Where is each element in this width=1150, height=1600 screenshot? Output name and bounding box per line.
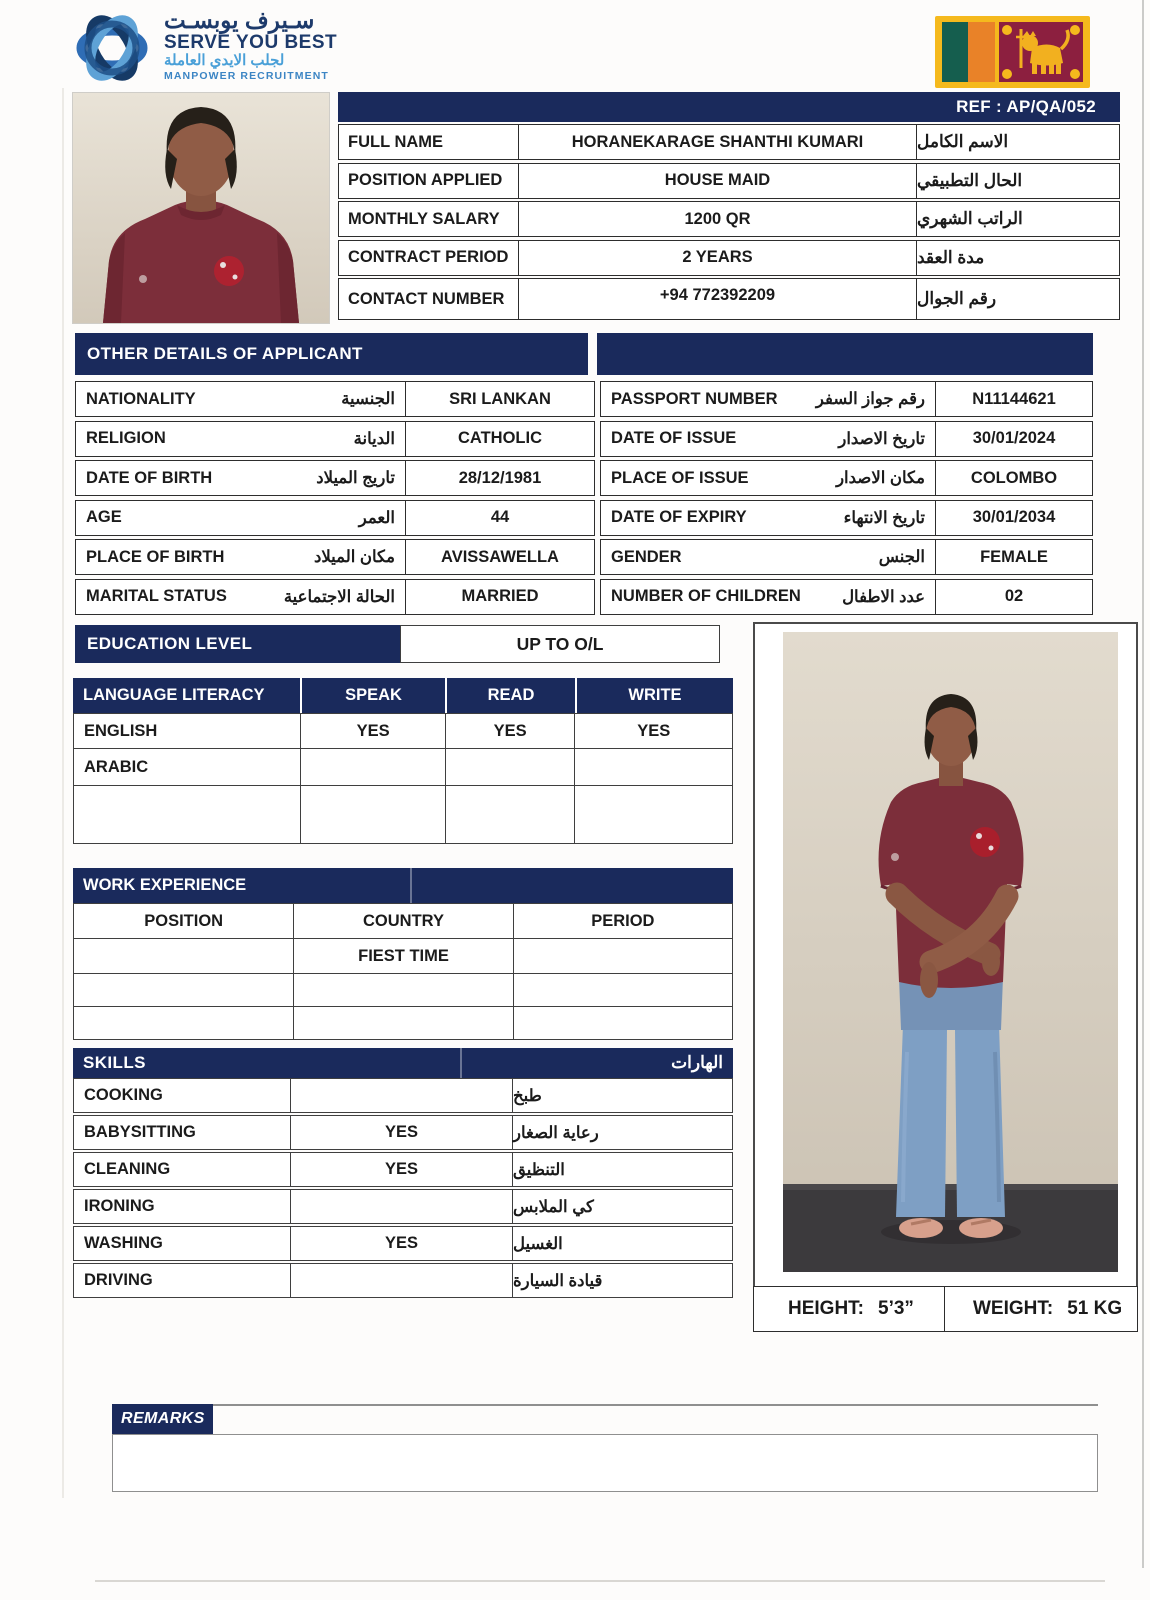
logo-english-name: SERVE YOU BEST [164, 31, 338, 53]
skills-table [73, 1078, 733, 1298]
skill-name: COOKING [74, 1079, 291, 1112]
read-value: YES [445, 714, 575, 748]
field-label: DATE OF ISSUE [611, 429, 737, 447]
logo-arabic-tagline: لجلب الايدي العاملة [164, 52, 285, 70]
table-row [338, 124, 1120, 160]
table-row [75, 460, 595, 496]
write-value: YES [574, 714, 732, 748]
skill-name-arabic: رعاية الصغار [513, 1123, 599, 1142]
field-value: 28/12/1981 [458, 468, 542, 487]
ref-bar [338, 92, 1120, 122]
skill-name-arabic: كي الملابس [513, 1197, 594, 1216]
skill-value [291, 1190, 513, 1223]
work-experience-table [73, 868, 733, 1040]
field-value: +94 772392209 [519, 279, 917, 319]
table-row [600, 381, 1093, 417]
field-label: FULL NAME [339, 125, 519, 159]
field-value: 1200 QR [519, 202, 917, 236]
work-experience-header [73, 868, 733, 903]
period-value [513, 939, 732, 973]
field-label-arabic: العمر [358, 508, 395, 527]
field-label-arabic: رقم الجوال [917, 289, 997, 308]
field-value: SRI LANKAN [449, 389, 551, 408]
field-label-arabic: الاسم الكامل [917, 132, 1009, 151]
field-label-arabic: مكان الاصدار [836, 469, 925, 487]
field-label: NUMBER OF CHILDREN [611, 587, 801, 605]
field-label: PLACE OF ISSUE [611, 468, 749, 487]
section-title-arabic: الهارات [671, 1053, 723, 1072]
column-header: COUNTRY [293, 904, 512, 938]
country-value: FIEST TIME [293, 939, 512, 973]
field-label: DATE OF EXPIRY [611, 508, 747, 526]
field-label: CONTACT NUMBER [339, 279, 519, 319]
logo-knot-icon [70, 6, 154, 90]
language-table-header [73, 678, 733, 713]
weight-value: 51 KG [1067, 1298, 1123, 1319]
skill-name-arabic: الغسيل [513, 1234, 563, 1253]
field-label-arabic: الديانة [353, 429, 395, 448]
table-row [73, 1152, 733, 1187]
table-row [73, 1078, 733, 1113]
ref-number: REF : AP/QA/052 [956, 97, 1096, 116]
field-label-arabic: الجنسية [341, 390, 395, 408]
field-value: 44 [490, 508, 510, 526]
section-title: SKILLS [83, 1053, 146, 1072]
table-row [73, 786, 733, 844]
field-label-arabic: تاريخ الانتهاء [843, 508, 925, 527]
applicant-photo-headshot [72, 92, 330, 324]
column-header: LANGUAGE LITERACY [83, 686, 265, 704]
table-row [75, 539, 595, 575]
remarks-header [112, 1404, 213, 1434]
skill-name: BABYSITTING [74, 1116, 291, 1149]
education-level-header [75, 625, 400, 663]
field-label: NATIONALITY [86, 389, 196, 408]
remarks-content-box [112, 1434, 1098, 1492]
table-row [73, 1007, 733, 1040]
other-details-header-right [597, 333, 1093, 375]
weight-label: WEIGHT: [973, 1298, 1054, 1319]
header-seam [410, 868, 412, 903]
skill-value: YES [291, 1153, 513, 1186]
skill-value [291, 1264, 513, 1297]
position-value [74, 939, 293, 973]
period-value [513, 1007, 732, 1039]
field-label: MARITAL STATUS [86, 587, 227, 605]
field-value: HOUSE MAID [519, 164, 917, 198]
field-value: FEMALE [980, 547, 1048, 566]
column-header: READ [445, 678, 575, 713]
field-label-arabic: الراتب الشهري [917, 209, 1023, 228]
logo-arabic-name: سـيرف يوبسـت [164, 7, 315, 33]
table-row [338, 278, 1120, 320]
field-label: CONTRACT PERIOD [339, 241, 519, 275]
column-header: SPEAK [300, 678, 445, 713]
logo-english-tagline: MANPOWER RECRUITMENT [164, 69, 329, 82]
column-header: POSITION [144, 911, 224, 930]
period-value [513, 974, 732, 1006]
field-label: RELIGION [86, 429, 166, 447]
other-details-left-table [75, 381, 595, 615]
field-value: MARRIED [461, 587, 539, 605]
table-row [600, 460, 1093, 496]
skill-value [291, 1079, 513, 1112]
page-edge-left [62, 88, 64, 1498]
field-label-arabic: تاريج الميلاد [316, 469, 395, 487]
table-row [73, 1115, 733, 1150]
field-label-arabic: مدة العقد [917, 247, 985, 267]
field-label: PLACE OF BIRTH [86, 547, 225, 566]
field-label-arabic: الجنس [878, 548, 925, 566]
field-value: 30/01/2024 [972, 429, 1056, 447]
language-literacy-table [73, 678, 733, 844]
write-value [574, 749, 732, 785]
height-label: HEIGHT: [788, 1298, 864, 1319]
field-value: CATHOLIC [457, 429, 542, 447]
field-label-arabic: مكان الميلاد [313, 548, 395, 566]
field-label-arabic: عدد الاطفال [842, 587, 925, 606]
applicant-photo-fullbody [783, 632, 1118, 1272]
field-label: AGE [86, 508, 122, 526]
table-row [75, 381, 595, 417]
speak-value [300, 749, 445, 785]
speak-value: YES [300, 714, 445, 748]
applicant-summary-table [338, 92, 1120, 320]
column-header: WRITE [575, 678, 733, 713]
field-value: 2 YEARS [519, 241, 917, 275]
table-row [75, 500, 595, 536]
skill-name: CLEANING [74, 1153, 291, 1186]
field-label-arabic: الحالة الاجتماعية [283, 587, 395, 606]
section-title: EDUCATION LEVEL [87, 634, 253, 653]
other-details-right-table [600, 381, 1093, 615]
column-header: PERIOD [513, 904, 732, 938]
position-value [74, 974, 293, 1006]
table-header-row [73, 903, 733, 939]
height-value: 5’3” [878, 1298, 914, 1319]
skill-value: YES [291, 1227, 513, 1260]
height-cell [753, 1286, 945, 1332]
table-row [73, 1189, 733, 1224]
table-row [73, 1263, 733, 1298]
weight-cell [944, 1286, 1138, 1332]
field-label-arabic: تاريخ الاصدار [838, 429, 925, 448]
field-value: N11144621 [972, 389, 1056, 408]
field-value: 02 [1004, 587, 1024, 605]
table-row [338, 240, 1120, 276]
page-edge-right [1142, 0, 1144, 1568]
table-row [75, 579, 595, 615]
skill-name: IRONING [74, 1190, 291, 1223]
table-row [600, 421, 1093, 457]
country-value [293, 1007, 512, 1039]
table-row [73, 939, 733, 974]
field-label: PASSPORT NUMBER [611, 389, 778, 408]
field-label: DATE OF BIRTH [86, 468, 213, 487]
field-label: GENDER [611, 547, 682, 566]
table-row [600, 500, 1093, 536]
table-row [73, 749, 733, 786]
section-title: OTHER DETAILS OF APPLICANT [87, 344, 363, 363]
skills-header [73, 1048, 733, 1078]
skill-name: WASHING [74, 1227, 291, 1260]
other-details-header [75, 333, 588, 375]
table-row [73, 1226, 733, 1261]
sri-lanka-flag-icon [935, 16, 1090, 93]
field-label: MONTHLY SALARY [339, 202, 519, 236]
table-row [600, 579, 1093, 615]
skill-name-arabic: طبخ [513, 1086, 542, 1105]
header-seam [460, 1048, 462, 1078]
field-value: AVISSAWELLA [441, 547, 559, 566]
table-row [338, 163, 1120, 199]
remarks-top-line [213, 1404, 1098, 1406]
skill-name-arabic: قيادة السيارة [513, 1271, 603, 1290]
field-label: POSITION APPLIED [339, 164, 519, 198]
position-value [74, 1007, 293, 1039]
skill-name: DRIVING [74, 1264, 291, 1297]
table-row [600, 539, 1093, 575]
page-edge-bottom [95, 1580, 1105, 1582]
table-row [73, 974, 733, 1007]
table-row [75, 421, 595, 457]
agency-logo [70, 6, 337, 90]
field-label-arabic: الحال التطبيقي [917, 170, 1023, 190]
language-name [74, 786, 300, 843]
section-title: WORK EXPERIENCE [83, 876, 247, 894]
write-value [574, 786, 732, 843]
read-value [445, 786, 575, 843]
field-value: HORANEKARAGE SHANTHI KUMARI [519, 125, 917, 159]
field-value: 30/01/2034 [972, 508, 1056, 526]
skill-value: YES [291, 1116, 513, 1149]
field-value: COLOMBO [970, 468, 1058, 487]
education-level-value: UP TO O/L [400, 625, 720, 663]
table-row [338, 201, 1120, 237]
table-row [73, 713, 733, 749]
section-title: REMARKS [121, 1410, 205, 1427]
country-value [293, 974, 512, 1006]
language-name: ARABIC [84, 757, 149, 776]
skill-name-arabic: التنظيق [513, 1160, 565, 1179]
field-label-arabic: رقم جواز السفر [815, 390, 925, 408]
speak-value [300, 786, 445, 843]
language-name: ENGLISH [84, 721, 158, 740]
read-value [445, 749, 575, 785]
